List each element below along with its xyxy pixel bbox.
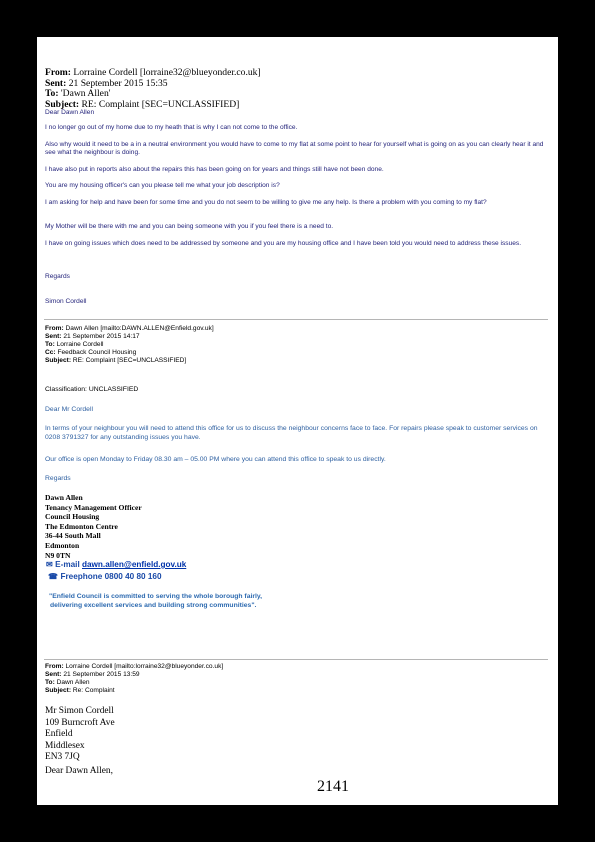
from-label: From: xyxy=(45,663,64,670)
signature-title: Tenancy Management Officer xyxy=(45,502,142,512)
email1-paragraph-7: I have on going issues which does need to be addressed by someone and you are my housing office and I have been told you would need to address these issues. xyxy=(45,240,522,247)
motto-line-1: "Enfield Council is committed to serving the whole borough fairly, xyxy=(49,593,263,600)
email2-paragraph-1: In terms of your neighbour you will need to attend this office for us to discuss the neighbour concerns face to face. For repairs please speak to customer services on 0208 3791327 for any outstanding issues you have. xyxy=(45,425,538,441)
email2-header xyxy=(45,325,214,365)
from-value: Lorraine Cordell [mailto:lorraine32@blueyonder.co.uk] xyxy=(63,663,224,670)
email1-header xyxy=(45,68,261,110)
from-label: From: xyxy=(45,325,64,332)
to-label: To: xyxy=(45,88,59,99)
email-line xyxy=(46,560,186,570)
freephone-text: Freephone 0800 40 80 160 xyxy=(58,572,162,581)
email1-paragraph-5: I am asking for help and have been for some time and you do not seem to be willing to give me any help. Is there a problem with you coming to my flat? xyxy=(45,199,487,206)
sent-value: 21 September 2015 13:59 xyxy=(61,671,140,678)
cc-value: Feedback Council Housing xyxy=(55,349,137,356)
email3-subject-line xyxy=(45,687,223,695)
cc-label: Cc: xyxy=(45,349,56,356)
sent-label: Sent: xyxy=(45,77,67,89)
email1-regards: Regards xyxy=(45,273,70,280)
to-value: 'Dawn Allen' xyxy=(58,88,111,99)
email2-subject-line xyxy=(45,357,214,365)
email2-greeting: Dear Mr Cordell xyxy=(45,406,93,413)
email3-sent-line xyxy=(45,671,223,679)
subject-label: Subject: xyxy=(45,357,72,364)
email2-paragraph-2: Our office is open Monday to Friday 08.30 am – 05.00 PM where you can attend this office to speak to us directly. xyxy=(45,456,386,463)
email1-greeting: Dear Dawn Allen xyxy=(45,109,95,116)
email2-regards: Regards xyxy=(45,475,71,482)
signature-building: The Edmonton Centre xyxy=(45,521,118,531)
email3-greeting: Dear Dawn Allen, xyxy=(45,766,113,776)
from-value: Dawn Allen [mailto:DAWN.ALLEN@Enfield.gov.uk] xyxy=(63,325,214,332)
email1-paragraph-6: My Mother will be there with me and you can being someone with you if you feel there is a need to. xyxy=(45,223,334,230)
signature-block xyxy=(45,493,142,560)
classification-label: Classification: UNCLASSIFIED xyxy=(45,386,139,393)
signature-postcode: N9 0TN xyxy=(45,550,71,560)
page-number: 2141 xyxy=(317,778,349,795)
subject-value: Re: Complaint xyxy=(71,687,115,694)
subject-value: RE: Complaint [SEC=UNCLASSIFIED] xyxy=(71,357,187,364)
signature-town: Edmonton xyxy=(45,540,80,550)
envelope-icon: ✉ xyxy=(46,560,53,569)
to-value: Dawn Allen xyxy=(54,679,90,686)
signature-street: 36-44 South Mall xyxy=(45,531,101,541)
sender-address xyxy=(45,706,115,764)
signature-name: Dawn Allen xyxy=(45,493,83,502)
sent-value: 21 September 2015 15:35 xyxy=(66,77,168,89)
email3-from-line xyxy=(45,663,223,671)
address-line: 109 Burncroft Ave xyxy=(45,717,115,728)
address-line: EN3 7JQ xyxy=(45,752,80,762)
document-page xyxy=(37,37,558,805)
email1-paragraph-1: I no longer go out of my home due to my heath that is why I can not come to the office. xyxy=(45,124,298,131)
address-line: Enfield xyxy=(45,729,73,739)
email3-to-line xyxy=(45,679,223,687)
signature-department: Council Housing xyxy=(45,512,100,522)
subject-label: Subject: xyxy=(45,687,72,694)
sent-label: Sent: xyxy=(45,671,62,678)
phone-icon: ☎ xyxy=(48,572,59,581)
email2-to-line xyxy=(45,341,214,349)
email-link[interactable]: dawn.allen@enfield.gov.uk xyxy=(82,560,187,569)
address-line: Middlesex xyxy=(45,740,85,751)
email-label: E-mail xyxy=(52,560,82,569)
address-line: Mr Simon Cordell xyxy=(45,706,114,716)
email2-cc-line xyxy=(45,349,214,357)
subject-label: Subject: xyxy=(45,98,80,110)
divider xyxy=(44,319,548,320)
council-motto xyxy=(49,592,262,610)
from-label: From: xyxy=(45,67,71,78)
from-value: Lorraine Cordell [lorraine32@blueyonder.co.uk] xyxy=(70,67,261,78)
sent-value: 21 September 2015 14:17 xyxy=(61,333,140,340)
email2-from-line xyxy=(45,325,214,333)
subject-value: RE: Complaint [SEC=UNCLASSIFIED] xyxy=(79,98,240,110)
to-value: Lorraine Cordell xyxy=(54,341,104,348)
divider xyxy=(44,659,548,660)
to-label: To: xyxy=(45,679,55,686)
sent-label: Sent: xyxy=(45,333,62,340)
email1-signature: Simon Cordell xyxy=(45,298,87,305)
email2-sent-line xyxy=(45,333,214,341)
email3-header xyxy=(45,663,223,695)
email1-paragraph-3: I have also put in reports also about the repairs this has been going on for years and things still have not been done. xyxy=(45,166,384,173)
freephone-line xyxy=(48,572,162,582)
email1-paragraph-4: You are my housing officer's can you please tell me what your job description is? xyxy=(45,182,280,189)
motto-line-2: delivering excellent services and building strong communities". xyxy=(50,602,257,609)
to-label: To: xyxy=(45,341,55,348)
email1-paragraph-2: Also why would it need to be a in a neutral environment you would have to come to my flat at some point to hear for yourself what is going on as you can clearly hear it and see what the neighbour is doing. xyxy=(45,141,544,156)
